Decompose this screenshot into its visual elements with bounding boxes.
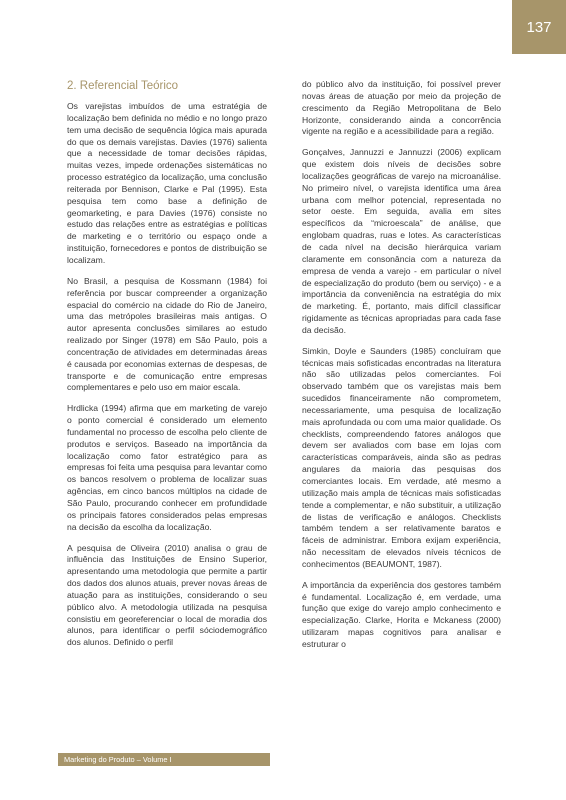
paragraph: Hrdlicka (1994) afirma que em marketing de varejo o ponto comercial é considerado um elemento fundamental no processo de escolha pelo cliente de produtos e serviços. Baseado na importância da localização como fator estratégico para as empresas foi feita uma pesquisa para levantar como os bancos resolvem o problema de localizar suas agências, em cinco bancos múltiplos na cidade de São Paulo, procurando conhecer em profundidade os principais fatores considerados pelas empresas na decisão da escolha da localização.	[67, 403, 267, 532]
left-column	[67, 79, 267, 658]
paragraph: do público alvo da instituição, foi possível prever novas áreas de atuação por meio da projeção de crescimento da Região Metropolitana de Belo Horizonte, considerando ainda a concorrência vigente na região e a acessibilidade para a região.	[302, 79, 501, 137]
paragraph: Gonçalves, Jannuzzi e Jannuzzi (2006) explicam que existem dois níveis de decisões sobre localizações geográficas de varejo na microanálise. No primeiro nível, o varejista identifica uma área urbana com melhor potencial, representada no setor oeste. Em seguida, avalia em sites específicos da “microescala” de análise, que englobam quadras, ruas e lotes. As características de cada nível na decisão hierárquica variam claramente em consonância com a natureza da empresa de venda a varejo - em particular o nível de especialização do produto (bem ou serviço) - e a importância da conveniência na estratégia do mix de marketing. É, portanto, mais difícil classificar rigidamente as técnicas apropriadas para cada fase da decisão.	[302, 147, 501, 335]
section-title: 2. Referencial Teórico	[67, 80, 179, 92]
right-column	[302, 79, 501, 660]
page-number: 137	[512, 0, 566, 54]
paragraph: No Brasil, a pesquisa de Kossmann (1984) foi referência por buscar compreender a organização espacial do comércio na cidade do Rio de Janeiro, uma das metrópoles brasileiras mais antigas. O autor apresenta conclusões similares ao estudo realizado por Singer (1978) em São Paulo, pois a concentração de atividades em determinadas áreas é causada por economias externas de despesas, de transporte e de comunicação entre empresas complementares e pelo uso em maior escala.	[67, 275, 267, 393]
paragraph: Os varejistas imbuídos de uma estratégia de localização bem definida no médio e no longo prazo tem uma decisão de sequência lógica mais apurada do que os demais varejistas. Davies (1976) salienta que a necessidade de tomar decisões rápidas, muitas vezes, impede ordenações sistemáticas no processo estratégico da localização, uma conclusão reiterada por Bennison, Clarke e Pal (1995). Esta pesquisa tem como base a definição de geomarketing, e para Davies (1976) consiste no estudo das relações entre as estratégias e políticas de marketing e o território ou espaço onde a instituição, fornecedores e pontos de distribuição se localizam.	[67, 101, 267, 265]
paragraph: Simkin, Doyle e Saunders (1985) concluíram que técnicas mais sofisticadas encontradas na literatura não são utilizadas pelos comerciantes. Foi observado também que os varejistas mais bem sucedidos financeiramente não comprometem, necessariamente, uma pesquisa de localização mais aprofundada ou com uma maior qualidade. Os checklists, compreendendo fatores análogos que devem ser avaliados com base em lojas com características comparáveis, ainda são as pedras angulares da maioria das pesquisas dos comerciantes locais. Em verdade, até mesmo a utilização mais ampla de técnicas mais sofisticadas tende a complementar, e não substituir, a utilização de listas de verificação e análogos. Checklists também tendem a ser relativamente baratos e fáceis de administrar. Embora exijam experiência, não necessitam de elevados níveis técnicos de conhecimentos (BEAUMONT, 1987).	[302, 345, 501, 569]
paragraph: A pesquisa de Oliveira (2010) analisa o grau de influência das Instituições de Ensino Superior, apresentando uma metodologia que permite a partir dos dados dos alunos atuais, prever novas áreas de atuação para as instituições, considerando o seu público alvo. A metodologia utilizada na pesquisa consistiu em georeferenciar o local de moradia dos alunos, para identificar o perfil sóciodemográfico dos alunos. Definido o perfil	[67, 542, 267, 648]
footer-bar: Marketing do Produto – Volume I	[58, 753, 270, 766]
paragraph: A importância da experiência dos gestores também é fundamental. Localização é, em verdade, uma função que exige do varejo amplo conhecimento e especialização. Clarke, Horita e Mckaness (2000) utilizaram mapas cognitivos para analisar e estruturar o	[302, 579, 501, 649]
